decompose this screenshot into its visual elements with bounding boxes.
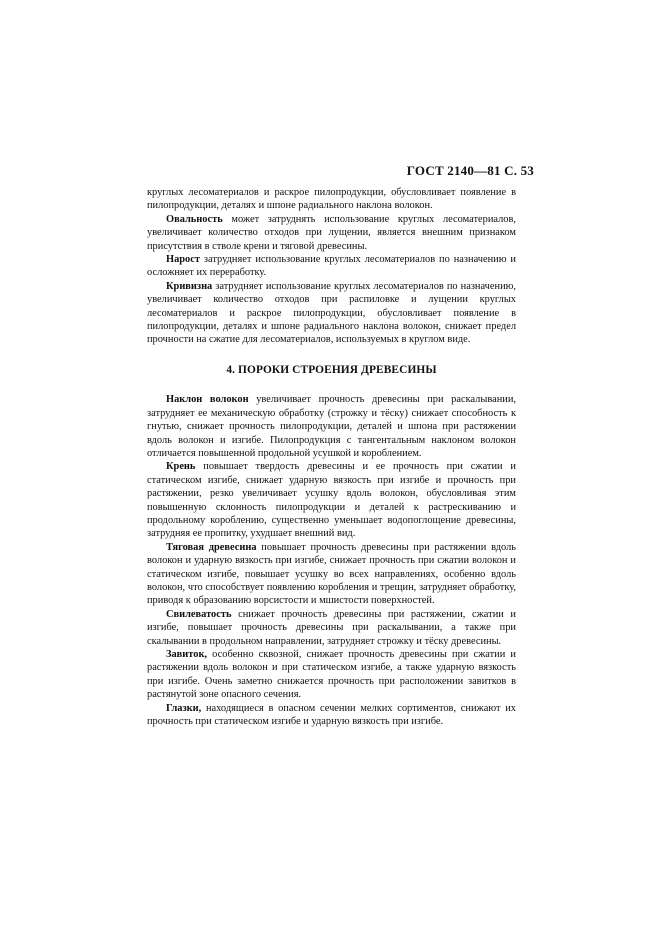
paragraph-text: может затруднять использование круглых лесоматериалов, увеличивает количество отходов при лущении, является внешним признаком присутствия в стволе крени и тяговой древесины. [147,213,516,252]
paragraph-krivizna [147,280,516,347]
term-krivizna: Кривизна [166,280,213,292]
term-naklon-volokon: Наклон волокон [166,394,249,406]
paragraph-text: снижает прочность древесины при растяжении, сжатии и изгибе, повышает прочность древесины при раскалывании, а также при скалывании в продольном направлении, затрудняет строжку и тёску древесины. [147,608,516,647]
term-tyagovaya-drevesina: Тяговая древесина [166,541,257,553]
paragraph-text: находящиеся в опасном сечении мелких сортиментов, снижают их прочность при статическом изгибе и ударную вязкость при изгибе. [147,702,516,728]
term-zavitok: Завиток, [166,649,208,660]
paragraph-continuation [147,186,516,213]
term-narost: Нарост [166,254,200,266]
paragraph-text: круглых лесоматериалов и раскрое пилопродукции, обусловливает появление в пилопродукции, деталях и шпоне радиального наклона волокон. [147,187,516,212]
term-glazki: Глазки, [166,702,202,714]
paragraph-zavitok [147,648,516,702]
paragraph-kren [147,460,516,540]
paragraph-text: увеличивает прочность древесины при раскалывании, затрудняет ее механическую обработку (строжку и тёску) снижает способность к гнутью, снижает прочность пилопродукции, деталей и шпона при растяжении вдоль волокон и изгибе. Пилопродукция с тангентальным наклоном волокон отличается повышенной продольной усушкой и короблением. [147,394,517,459]
paragraph-text: особенно сквозной, снижает прочность древесины при сжатии и растяжении вдоль волокон и при статическом изгибе, а также ударную вязкость при изгибе. Очень заметно снижается прочность при расположении завитков в растянутой зоне опасного сечения. [147,649,516,701]
paragraph-ovalnost [147,213,516,253]
paragraph-text: затрудняет использование круглых лесоматериалов по назначению и осложняет их переработку. [147,254,516,279]
paragraph-text: повышает твердость древесины и ее прочность при сжатии и статическом изгибе, снижает ударную вязкость при изгибе и прочность при растяжении, резко увеличивает усушку вдоль волокон, обусловливая этим повышенную склонность пилопродукции и деталей к растрескиванию и продольному короблению, существенно уменьшает водопоглощение древесины, затрудняя ее пропитку, ухудшает внешний вид. [147,461,516,540]
paragraph-narost [147,253,516,280]
page-header: ГОСТ 2140—81 С. 53 [406,163,534,178]
paragraph-naklon-volokon [147,393,516,460]
term-kren: Крень [166,461,196,473]
paragraph-tyagovaya-drevesina [147,541,516,608]
section-title: 4. ПОРОКИ СТРОЕНИЯ ДРЕВЕСИНЫ [226,363,437,376]
term-ovalnost: Овальность [166,213,223,225]
paragraph-svilevatost [147,608,516,648]
term-svilevatost: Свилеватость [166,608,232,620]
paragraph-glazki [147,702,516,729]
paragraph-text: повышает прочность древесины при растяжении вдоль волокон и ударную вязкость при изгибе, снижает прочность при сжатии волокон и статическом изгибе, повышает усушку во всех направлениях, особенно вдоль волокон, что способствует появлению коробления и трещин, затрудняет обработку, приводя к образованию ворсистости и мшистости поверхностей. [147,541,516,607]
paragraph-text: затрудняет использование круглых лесоматериалов по назначению, увеличивает количество отходов при распиловке и лущении круглых лесоматериалов и раскрое пилопродукции, обусловливает появление в пилопродукции, деталях и шпоне радиального наклона волокон, снижает предел прочности на сжатие для лесоматериалов, используемых в круглом виде. [147,280,516,346]
page-content [147,186,516,728]
